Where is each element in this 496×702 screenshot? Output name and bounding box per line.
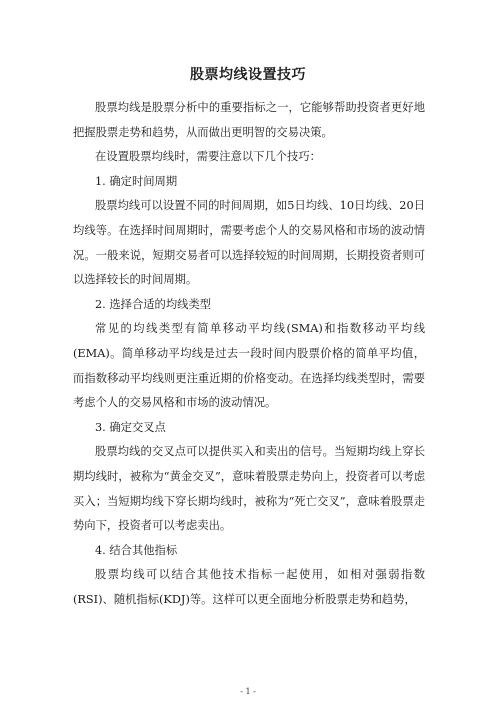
paragraph-tips-lead: 在设置股票均线时，需要注意以下几个技巧： [95,150,321,164]
paragraph-crossover: 股票均线的交叉点可以提供买入和卖出的信号。当短期均线上穿长期均线时，被称为“黄金交叉”，意味着股票走势向上，投资者可以考虑买入；当短期均线下穿长期均线时，被称为“死亡交叉”，意味着股票走势向下，投资者可以考虑卖出。 [73,445,425,533]
paragraph-intro: 股票均线是股票分析中的重要指标之一，它能够帮助投资者更好地把握股票走势和趋势，从而做出更明智的交易决策。 [73,101,425,139]
paragraph-ma-type: 常见的均线类型有简单移动平均线(SMA)和指数移动平均线(EMA)。简单移动平均线是过去一段时间内股票价格的简单平均值，而指数移动平均线则更注重近期的价格变动。在选择均线类型时，需要考虑个人的交易风格和市场的波动情况。 [73,322,425,410]
heading-crossover: 3. 确定交叉点 [95,420,166,434]
heading-time-period: 1. 确定时间周期 [95,174,178,188]
paragraph-other-indicators: 股票均线可以结合其他技术指标一起使用，如相对强弱指数(RSI)、随机指标(KDJ)等。这样可以更全面地分析股票走势和趋势， [73,568,425,606]
document-body [73,96,425,612]
page-number: - 1 - [240,687,256,696]
heading-other-indicators: 4. 结合其他指标 [95,543,178,557]
paragraph-time-period: 股票均线可以设置不同的时间周期，如5日均线、10日均线、20日均线等。在选择时间周期时，需要考虑个人的交易风格和市场的波动情况。一般来说，短期交易者可以选择较短的时间周期，长期投资者则可以选择较长的时间周期。 [73,199,425,287]
heading-ma-type: 2. 选择合适的均线类型 [95,297,212,311]
document-title: 股票均线设置技巧 [190,67,306,83]
